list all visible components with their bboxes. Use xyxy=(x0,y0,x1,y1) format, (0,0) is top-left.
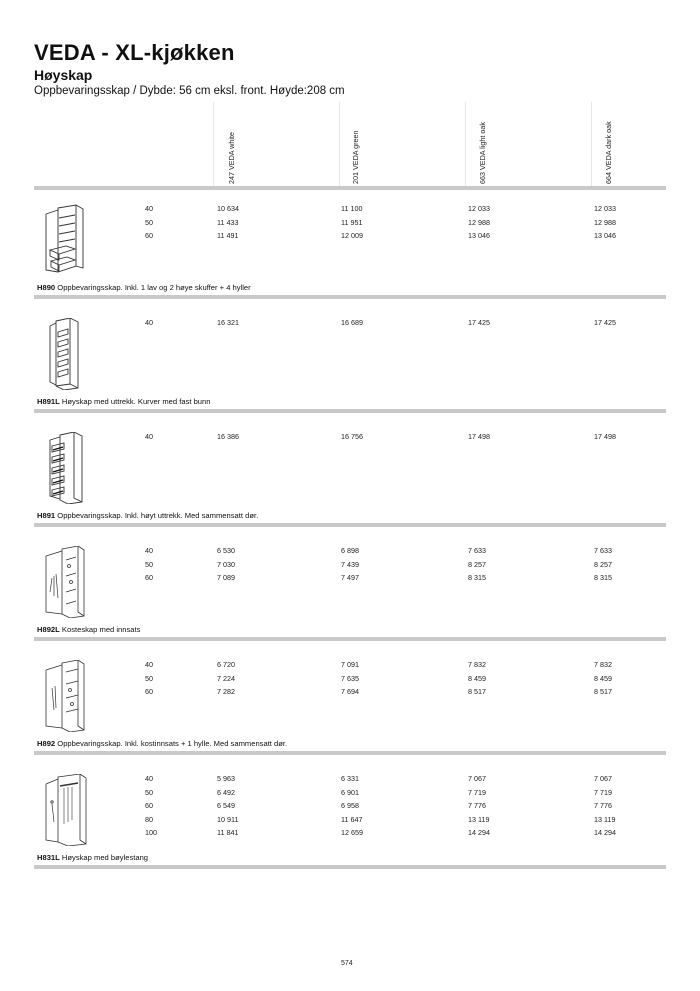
price-cell: 11 433 xyxy=(217,217,239,227)
price-row xyxy=(34,546,666,558)
section-divider-bar xyxy=(34,751,666,755)
price-cell: 7 439 xyxy=(341,559,359,569)
width-cell: 80 xyxy=(145,814,153,824)
price-cell: 16 386 xyxy=(217,432,239,441)
price-cell: 13 119 xyxy=(594,814,616,824)
width-cell: 50 xyxy=(145,559,153,569)
price-cell: 7 067 xyxy=(468,774,486,783)
price-row xyxy=(34,815,666,827)
width-cell: 40 xyxy=(145,204,153,213)
price-cell: 8 315 xyxy=(468,573,486,582)
product-name: Høyskap med bøylestang xyxy=(61,853,149,862)
price-cell: 12 033 xyxy=(594,204,616,213)
price-cell: 6 549 xyxy=(217,801,235,810)
price-cell: 13 046 xyxy=(594,231,616,240)
section-divider-bar xyxy=(34,409,666,413)
price-row xyxy=(34,231,666,243)
price-cell: 6 901 xyxy=(341,787,359,797)
price-cell: 7 633 xyxy=(594,546,612,555)
section-divider-bar xyxy=(34,295,666,299)
column-header-green: 201 VEDA green xyxy=(351,130,360,184)
price-cell: 12 988 xyxy=(594,217,616,227)
price-cell: 11 100 xyxy=(341,204,363,213)
price-cell: 6 720 xyxy=(217,660,235,669)
price-cell: 12 988 xyxy=(468,217,490,227)
width-cell: 60 xyxy=(145,801,153,810)
width-cell: 40 xyxy=(145,432,153,441)
price-row xyxy=(34,788,666,800)
section-divider-bar xyxy=(34,523,666,527)
section-divider-bar xyxy=(34,637,666,641)
price-cell: 16 321 xyxy=(217,318,239,327)
price-cell: 6 492 xyxy=(217,787,235,797)
product-code: H892 xyxy=(37,739,56,748)
price-cell: 7 719 xyxy=(594,787,612,797)
price-row xyxy=(34,204,666,216)
price-cell: 13 046 xyxy=(468,231,490,240)
price-cell: 7 091 xyxy=(341,660,359,669)
price-cell: 12 659 xyxy=(341,828,363,837)
price-row xyxy=(34,560,666,572)
price-cell: 6 958 xyxy=(341,801,359,810)
page-title: VEDA - XL-kjøkken xyxy=(34,40,235,65)
product-section xyxy=(34,304,666,413)
price-cell: 10 911 xyxy=(217,814,239,824)
column-divider xyxy=(465,102,466,186)
price-cell: 8 257 xyxy=(468,559,486,569)
price-cell: 6 898 xyxy=(341,546,359,555)
section-description: Oppbevaringsskap / Dybde: 56 cm eksl. front. Høyde:208 cm xyxy=(34,85,345,97)
product-label xyxy=(37,853,148,862)
width-cell: 40 xyxy=(145,546,153,555)
price-cell: 11 491 xyxy=(217,231,239,240)
product-section xyxy=(34,646,666,755)
price-row xyxy=(34,687,666,699)
width-cell: 60 xyxy=(145,687,153,696)
column-header-dark-oak: 664 VEDA dark oak xyxy=(604,121,613,184)
price-cell: 14 294 xyxy=(468,828,490,837)
product-code: H891 xyxy=(37,511,56,520)
price-row xyxy=(34,801,666,813)
price-row xyxy=(34,774,666,786)
product-name: Oppbevaringsskap. Inkl. kostinnsats + 1 hylle. Med sammensatt dør. xyxy=(57,739,288,748)
width-cell: 50 xyxy=(145,673,153,683)
price-cell: 7 067 xyxy=(594,774,612,783)
price-cell: 5 963 xyxy=(217,774,235,783)
product-name: Høyskap med uttrekk. Kurver med fast bunn xyxy=(61,397,211,406)
price-cell: 8 315 xyxy=(594,573,612,582)
price-cell: 8 517 xyxy=(468,687,486,696)
price-cell: 12 033 xyxy=(468,204,490,213)
price-cell: 6 331 xyxy=(341,774,359,783)
price-cell: 11 841 xyxy=(217,828,239,837)
product-label xyxy=(37,511,258,520)
width-cell: 50 xyxy=(145,787,153,797)
price-cell: 7 719 xyxy=(468,787,486,797)
product-code: H891L xyxy=(37,397,60,406)
price-cell: 8 459 xyxy=(468,673,486,683)
width-cell: 60 xyxy=(145,231,153,240)
price-row xyxy=(34,828,666,840)
product-code: H831L xyxy=(37,853,60,862)
product-code: H890 xyxy=(37,283,56,292)
price-cell: 7 776 xyxy=(468,801,486,810)
width-cell: 40 xyxy=(145,318,153,327)
price-row xyxy=(34,318,666,330)
width-cell: 40 xyxy=(145,774,153,783)
product-code: H892L xyxy=(37,625,60,634)
price-cell: 14 294 xyxy=(594,828,616,837)
width-cell: 40 xyxy=(145,660,153,669)
price-cell: 7 089 xyxy=(217,573,235,582)
price-cell: 11 647 xyxy=(341,814,363,824)
product-label xyxy=(37,283,251,292)
column-header-white: 247 VEDA white xyxy=(227,132,236,184)
section-divider-bar xyxy=(34,865,666,869)
price-cell: 7 633 xyxy=(468,546,486,555)
price-cell: 7 694 xyxy=(341,687,359,696)
price-cell: 7 224 xyxy=(217,673,235,683)
price-cell: 8 517 xyxy=(594,687,612,696)
column-divider xyxy=(591,102,592,186)
product-name: Kosteskap med innsats xyxy=(61,625,141,634)
price-row xyxy=(34,660,666,672)
price-cell: 13 119 xyxy=(468,814,490,824)
price-cell: 6 530 xyxy=(217,546,235,555)
product-label xyxy=(37,625,140,634)
price-cell: 7 282 xyxy=(217,687,235,696)
price-cell: 17 498 xyxy=(468,432,490,441)
price-cell: 7 832 xyxy=(468,660,486,669)
price-row xyxy=(34,218,666,230)
price-cell: 7 832 xyxy=(594,660,612,669)
width-cell: 100 xyxy=(145,828,157,837)
price-row xyxy=(34,573,666,585)
price-cell: 7 497 xyxy=(341,573,359,582)
product-label xyxy=(37,739,287,748)
price-cell: 8 257 xyxy=(594,559,612,569)
page-number: 574 xyxy=(341,960,353,967)
price-cell: 16 756 xyxy=(341,432,363,441)
price-row xyxy=(34,432,666,444)
product-name: Oppbevaringsskap. Inkl. 1 lav og 2 høye skuffer + 4 hyller xyxy=(57,283,251,292)
product-name: Oppbevaringsskap. Inkl. høyt uttrekk. Med sammensatt dør. xyxy=(57,511,259,520)
price-cell: 11 951 xyxy=(341,217,363,227)
price-cell: 8 459 xyxy=(594,673,612,683)
price-row xyxy=(34,674,666,686)
product-section xyxy=(34,532,666,641)
section-subtitle: Høyskap xyxy=(34,67,93,83)
price-cell: 7 776 xyxy=(594,801,612,810)
product-section xyxy=(34,418,666,527)
width-cell: 60 xyxy=(145,573,153,582)
price-cell: 17 498 xyxy=(594,432,616,441)
column-divider xyxy=(339,102,340,186)
product-section xyxy=(34,760,666,869)
column-divider xyxy=(213,102,214,186)
price-cell: 17 425 xyxy=(594,318,616,327)
price-cell: 7 030 xyxy=(217,559,235,569)
price-cell: 17 425 xyxy=(468,318,490,327)
price-cell: 16 689 xyxy=(341,318,363,327)
price-cell: 10 634 xyxy=(217,204,239,213)
product-label xyxy=(37,397,210,406)
price-cell: 12 009 xyxy=(341,231,363,240)
product-section xyxy=(34,190,666,299)
price-cell: 7 635 xyxy=(341,673,359,683)
column-header-light-oak: 663 VEDA light oak xyxy=(478,122,487,184)
width-cell: 50 xyxy=(145,217,153,227)
